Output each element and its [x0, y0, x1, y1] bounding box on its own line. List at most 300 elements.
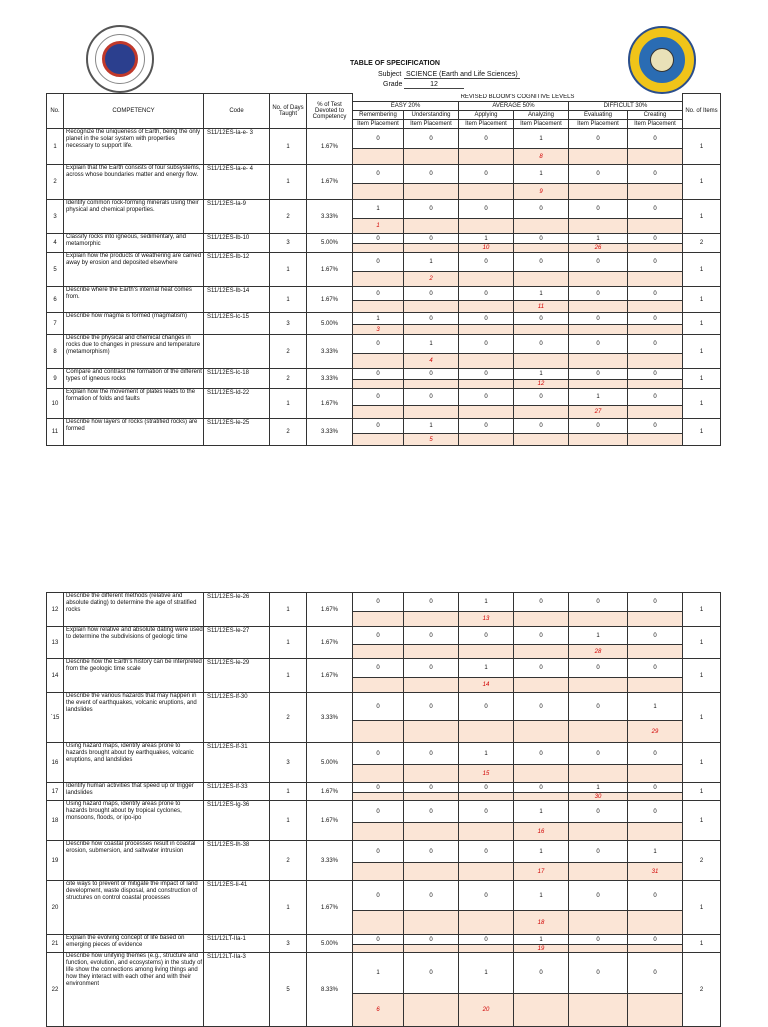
table-body-page1	[47, 129, 721, 446]
level-count: 0	[569, 953, 628, 994]
percent-of-test: 1.67%	[307, 783, 353, 801]
level-count: 0	[459, 389, 514, 406]
level-count: 0	[404, 313, 459, 325]
item-placement	[628, 645, 683, 659]
item-placement: 19	[514, 945, 569, 953]
item-placement	[569, 612, 628, 627]
item-placement	[404, 721, 459, 743]
level-count: 1	[353, 313, 404, 325]
competency-code: S11/12ES-Ia-e- 3	[204, 129, 270, 165]
item-placement	[353, 863, 404, 881]
item-placement	[569, 823, 628, 841]
level-count: 0	[569, 287, 628, 301]
level-count: 0	[628, 801, 683, 823]
level-count: 0	[569, 593, 628, 612]
competency-text: Describe how unifying themes (e.g., structure and function, evolution, and ecosystems) in the study of life show the connections among living things and how they interact with each other and with their environment	[64, 953, 204, 1027]
col-code: Code	[204, 94, 270, 129]
item-total: 1	[683, 881, 721, 935]
days-taught: 2	[270, 369, 307, 389]
competency-code: S11/12ES-Ic-18	[204, 369, 270, 389]
item-total: 1	[683, 287, 721, 313]
row-number: 16	[47, 743, 64, 783]
table-row	[47, 165, 721, 184]
competency-text: Explain that the Earth consists of four subsystems, across whose boundaries matter and energy flow.	[64, 165, 204, 200]
item-placement: 29	[628, 721, 683, 743]
level-count: 0	[514, 627, 569, 645]
item-total: 1	[683, 935, 721, 953]
document-title: TABLE OF SPECIFICATION	[350, 60, 440, 67]
col-item-placement: Item Placement	[459, 120, 514, 129]
competency-code: S11/12LT-IIa-1	[204, 935, 270, 953]
table-row	[47, 389, 721, 406]
item-placement: 6	[353, 994, 404, 1027]
percent-of-test: 5.00%	[307, 935, 353, 953]
level-count: 0	[514, 783, 569, 793]
item-placement	[353, 406, 404, 419]
level-count: 0	[404, 389, 459, 406]
item-placement: 28	[569, 645, 628, 659]
item-placement	[459, 945, 514, 953]
division-seal-icon	[628, 26, 696, 94]
level-count: 0	[353, 253, 404, 272]
days-taught: 2	[270, 200, 307, 234]
level-count: 0	[353, 129, 404, 149]
table-row	[47, 783, 721, 793]
row-number: 1	[47, 129, 64, 165]
competency-code: S11/12ES-Ib-14	[204, 287, 270, 313]
item-placement	[459, 823, 514, 841]
competency-code: S11/12ES-If-30	[204, 693, 270, 743]
table-row	[47, 200, 721, 219]
item-placement	[459, 272, 514, 287]
item-placement: 1	[353, 219, 404, 234]
competency-code: S11/12ES-Ih-38	[204, 841, 270, 881]
item-placement	[569, 219, 628, 234]
table-row	[47, 627, 721, 645]
item-placement	[628, 793, 683, 801]
item-placement: 10	[459, 244, 514, 253]
item-placement: 30	[569, 793, 628, 801]
level-count: 0	[404, 200, 459, 219]
item-placement	[514, 678, 569, 693]
table-row	[47, 234, 721, 244]
level-count: 0	[404, 627, 459, 645]
item-placement	[628, 184, 683, 200]
level-count: 0	[628, 165, 683, 184]
level-count: 0	[628, 627, 683, 645]
col-blooms: REVISED BLOOM'S COGNITIVE LEVELS	[353, 94, 683, 102]
level-count: 0	[514, 593, 569, 612]
level-count: 0	[628, 253, 683, 272]
item-placement	[459, 149, 514, 165]
item-placement	[569, 380, 628, 389]
level-count: 0	[404, 881, 459, 911]
competency-code: S11/12LT-IIa-3	[204, 953, 270, 1027]
row-number: 8	[47, 335, 64, 369]
col-analyzing: Analyzing	[514, 111, 569, 120]
item-placement	[353, 272, 404, 287]
level-count: 0	[353, 841, 404, 863]
item-total: 1	[683, 165, 721, 200]
item-placement	[459, 219, 514, 234]
item-placement	[569, 301, 628, 313]
days-taught: 3	[270, 234, 307, 253]
item-placement	[628, 612, 683, 627]
level-count: 0	[404, 234, 459, 244]
level-count: 0	[353, 369, 404, 380]
table-row	[47, 129, 721, 149]
item-placement	[404, 793, 459, 801]
item-placement	[353, 823, 404, 841]
item-total: 1	[683, 335, 721, 369]
col-items: No. of Items	[683, 94, 721, 129]
row-number: 19	[47, 841, 64, 881]
item-placement	[459, 793, 514, 801]
col-competency: COMPETENCY	[64, 94, 204, 129]
competency-code: S11/12ES-Ib-12	[204, 253, 270, 287]
table-row	[47, 801, 721, 823]
level-count: 0	[569, 253, 628, 272]
item-total: 1	[683, 743, 721, 783]
item-placement	[404, 406, 459, 419]
item-placement	[353, 244, 404, 253]
level-count: 0	[628, 953, 683, 994]
level-count: 0	[459, 253, 514, 272]
level-count: 1	[628, 841, 683, 863]
item-placement	[628, 823, 683, 841]
level-count: 0	[628, 881, 683, 911]
level-count: 1	[569, 234, 628, 244]
days-taught: 1	[270, 165, 307, 200]
row-number: 11	[47, 419, 64, 446]
level-count: 0	[404, 743, 459, 765]
level-count: 0	[353, 659, 404, 678]
row-number: 3	[47, 200, 64, 234]
item-placement	[353, 612, 404, 627]
level-count: 0	[514, 693, 569, 721]
competency-text: Describe how layers of rocks (stratified rocks) are formed	[64, 419, 204, 446]
competency-code: S11/12ES-If-33	[204, 783, 270, 801]
table-body-page2	[47, 593, 721, 1027]
competency-code: S11/12ES-Ie-27	[204, 627, 270, 659]
percent-of-test: 1.67%	[307, 593, 353, 627]
col-applying: Applying	[459, 111, 514, 120]
item-total: 2	[683, 841, 721, 881]
item-total: 1	[683, 659, 721, 693]
item-placement	[353, 945, 404, 953]
level-count: 0	[459, 335, 514, 354]
item-total: 1	[683, 313, 721, 335]
col-evaluating: Evaluating	[569, 111, 628, 120]
competency-code: S11/12ES-Ii-41	[204, 881, 270, 935]
table-row	[47, 935, 721, 945]
percent-of-test: 5.00%	[307, 234, 353, 253]
item-placement	[404, 380, 459, 389]
level-count: 0	[353, 234, 404, 244]
item-placement	[514, 994, 569, 1027]
level-count: 1	[514, 801, 569, 823]
percent-of-test: 3.33%	[307, 841, 353, 881]
level-count: 0	[569, 419, 628, 434]
level-count: 1	[514, 369, 569, 380]
level-count: 0	[514, 200, 569, 219]
col-days: No. of Days Taught	[270, 94, 307, 129]
level-count: 0	[459, 881, 514, 911]
item-placement: 17	[514, 863, 569, 881]
percent-of-test: 5.00%	[307, 743, 353, 783]
item-placement	[569, 863, 628, 881]
competency-code: S11/12ES-If-31	[204, 743, 270, 783]
item-total: 1	[683, 369, 721, 389]
item-placement: 8	[514, 149, 569, 165]
item-placement	[569, 994, 628, 1027]
item-placement	[514, 645, 569, 659]
level-count: 0	[404, 935, 459, 945]
item-placement	[459, 325, 514, 335]
level-count: 1	[514, 165, 569, 184]
competency-text: Explain the evolving concept of life based on emerging pieces of evidence	[64, 935, 204, 953]
days-taught: 2	[270, 419, 307, 446]
level-count: 0	[459, 200, 514, 219]
level-count: 1	[514, 841, 569, 863]
level-count: 0	[628, 313, 683, 325]
item-placement: 12	[514, 380, 569, 389]
item-total: 1	[683, 419, 721, 446]
level-count: 1	[459, 234, 514, 244]
level-count: 0	[569, 659, 628, 678]
percent-of-test: 1.67%	[307, 287, 353, 313]
item-total: 1	[683, 783, 721, 801]
item-placement	[404, 149, 459, 165]
level-count: 0	[569, 935, 628, 945]
competency-text: Describe where the Earth's internal heat comes from.	[64, 287, 204, 313]
subject-label: Subject	[378, 71, 402, 78]
item-placement	[353, 645, 404, 659]
level-count: 0	[569, 693, 628, 721]
percent-of-test: 1.67%	[307, 165, 353, 200]
level-count: 0	[353, 335, 404, 354]
item-placement	[459, 380, 514, 389]
level-count: 0	[459, 841, 514, 863]
item-placement	[628, 678, 683, 693]
item-placement	[459, 184, 514, 200]
item-placement: 18	[514, 911, 569, 935]
competency-text: Explain how the movement of plates leads to the formation of folds and faults	[64, 389, 204, 419]
days-taught: 1	[270, 593, 307, 627]
item-placement	[514, 354, 569, 369]
level-count: 0	[569, 841, 628, 863]
competency-text: Describe how coastal processes result in coastal erosion, submersion, and saltwater intrusion	[64, 841, 204, 881]
item-placement	[459, 911, 514, 935]
item-total: 1	[683, 693, 721, 743]
row-number: 7	[47, 313, 64, 335]
item-placement: 14	[459, 678, 514, 693]
days-taught: 5	[270, 953, 307, 1027]
competency-code: S11/12ES-Ie-29	[204, 659, 270, 693]
level-count: 0	[353, 801, 404, 823]
item-placement	[404, 184, 459, 200]
percent-of-test: 1.67%	[307, 129, 353, 165]
level-count: 0	[459, 287, 514, 301]
days-taught: 1	[270, 659, 307, 693]
subject-value: SCIENCE (Earth and Life Sciences)	[404, 71, 520, 79]
days-taught: 2	[270, 841, 307, 881]
percent-of-test: 3.33%	[307, 200, 353, 234]
level-count: 0	[404, 165, 459, 184]
level-count: 0	[514, 389, 569, 406]
item-placement	[514, 244, 569, 253]
percent-of-test: 1.67%	[307, 801, 353, 841]
competency-text: Compare and contrast the formation of the different types of igneous rocks	[64, 369, 204, 389]
level-count: 1	[404, 335, 459, 354]
row-number: 17	[47, 783, 64, 801]
level-count: 0	[569, 881, 628, 911]
item-placement: 20	[459, 994, 514, 1027]
item-placement	[628, 219, 683, 234]
item-total: 1	[683, 253, 721, 287]
competency-text: Classify rocks into igneous, sedimentary, and metamorphic	[64, 234, 204, 253]
item-total: 1	[683, 389, 721, 419]
item-placement	[459, 354, 514, 369]
table-row	[47, 335, 721, 354]
item-placement	[404, 612, 459, 627]
level-count: 0	[628, 200, 683, 219]
days-taught: 1	[270, 783, 307, 801]
item-total: 1	[683, 801, 721, 841]
level-count: 0	[459, 627, 514, 645]
item-placement: 26	[569, 244, 628, 253]
level-count: 0	[514, 743, 569, 765]
level-count: 1	[459, 743, 514, 765]
item-total: 1	[683, 627, 721, 659]
level-count: 0	[353, 419, 404, 434]
level-count: 0	[459, 801, 514, 823]
item-placement	[569, 945, 628, 953]
level-count: 1	[353, 953, 404, 994]
days-taught: 2	[270, 693, 307, 743]
item-placement	[353, 678, 404, 693]
level-count: 0	[404, 693, 459, 721]
item-placement	[628, 434, 683, 446]
competency-text: Describe how the Earth's history can be interpreted from the geologic time scale	[64, 659, 204, 693]
item-placement	[628, 244, 683, 253]
level-count: 1	[404, 253, 459, 272]
grade-label: Grade	[383, 81, 403, 88]
item-placement	[353, 911, 404, 935]
col-remembering: Remembering	[353, 111, 404, 120]
level-count: 0	[569, 743, 628, 765]
level-count: 1	[514, 287, 569, 301]
item-placement	[459, 406, 514, 419]
level-count: 0	[353, 881, 404, 911]
competency-text: Identify common rock-forming minerals using their physical and chemical properties.	[64, 200, 204, 234]
item-placement: 9	[514, 184, 569, 200]
level-count: 0	[514, 659, 569, 678]
level-count: 0	[628, 783, 683, 793]
item-placement	[514, 721, 569, 743]
level-count: 0	[353, 593, 404, 612]
level-count: 0	[569, 200, 628, 219]
level-count: 0	[628, 743, 683, 765]
item-placement	[353, 765, 404, 783]
level-count: 0	[628, 593, 683, 612]
row-number: 18	[47, 801, 64, 841]
col-item-placement: Item Placement	[569, 120, 628, 129]
level-count: 0	[353, 935, 404, 945]
days-taught: 1	[270, 253, 307, 287]
table-row	[47, 593, 721, 612]
row-number: 20	[47, 881, 64, 935]
level-count: 1	[514, 881, 569, 911]
item-total: 1	[683, 200, 721, 234]
item-placement: 13	[459, 612, 514, 627]
row-number: 10	[47, 389, 64, 419]
level-count: 0	[353, 165, 404, 184]
percent-of-test: 3.33%	[307, 369, 353, 389]
table-row	[47, 881, 721, 911]
level-count: 0	[514, 953, 569, 994]
level-count: 0	[569, 369, 628, 380]
item-placement	[353, 301, 404, 313]
level-count: 0	[353, 389, 404, 406]
item-placement	[569, 911, 628, 935]
percent-of-test: 8.33%	[307, 953, 353, 1027]
table-row	[47, 659, 721, 678]
item-placement	[459, 721, 514, 743]
item-placement	[628, 765, 683, 783]
item-placement	[404, 645, 459, 659]
item-placement	[628, 149, 683, 165]
item-placement	[514, 765, 569, 783]
item-placement: 3	[353, 325, 404, 335]
competency-text: Describe the different methods (relative and absolute dating) to determine the age of stratified rocks	[64, 593, 204, 627]
competency-code: S11/12ES-Id-22	[204, 389, 270, 419]
level-count: 0	[569, 129, 628, 149]
item-placement	[569, 354, 628, 369]
competency-text: Explain how the products of weathering are carried away by erosion and deposited elsewhere	[64, 253, 204, 287]
item-total: 1	[683, 593, 721, 627]
col-item-placement: Item Placement	[404, 120, 459, 129]
level-count: 0	[353, 693, 404, 721]
row-number: 4	[47, 234, 64, 253]
col-percent: % of Test Devoted to Competency	[307, 94, 353, 129]
row-number: 5	[47, 253, 64, 287]
days-taught: 1	[270, 129, 307, 165]
row-number: `15	[47, 693, 64, 743]
level-count: 1	[459, 659, 514, 678]
item-placement	[628, 354, 683, 369]
level-count: 0	[569, 165, 628, 184]
row-number: 14	[47, 659, 64, 693]
item-placement	[628, 911, 683, 935]
level-count: 0	[353, 783, 404, 793]
item-placement: 2	[404, 272, 459, 287]
item-placement: 15	[459, 765, 514, 783]
competency-text: Identify human activities that speed up or trigger landslides	[64, 783, 204, 801]
level-count: 0	[628, 234, 683, 244]
percent-of-test: 1.67%	[307, 389, 353, 419]
item-placement	[404, 945, 459, 953]
item-placement	[353, 149, 404, 165]
days-taught: 3	[270, 313, 307, 335]
item-placement	[404, 244, 459, 253]
competency-text: Explain how relative and absolute dating were used to determine the subdivisions of geologic time	[64, 627, 204, 659]
row-number: 6	[47, 287, 64, 313]
item-placement	[404, 678, 459, 693]
item-placement	[628, 945, 683, 953]
table-row	[47, 253, 721, 272]
item-placement	[514, 793, 569, 801]
